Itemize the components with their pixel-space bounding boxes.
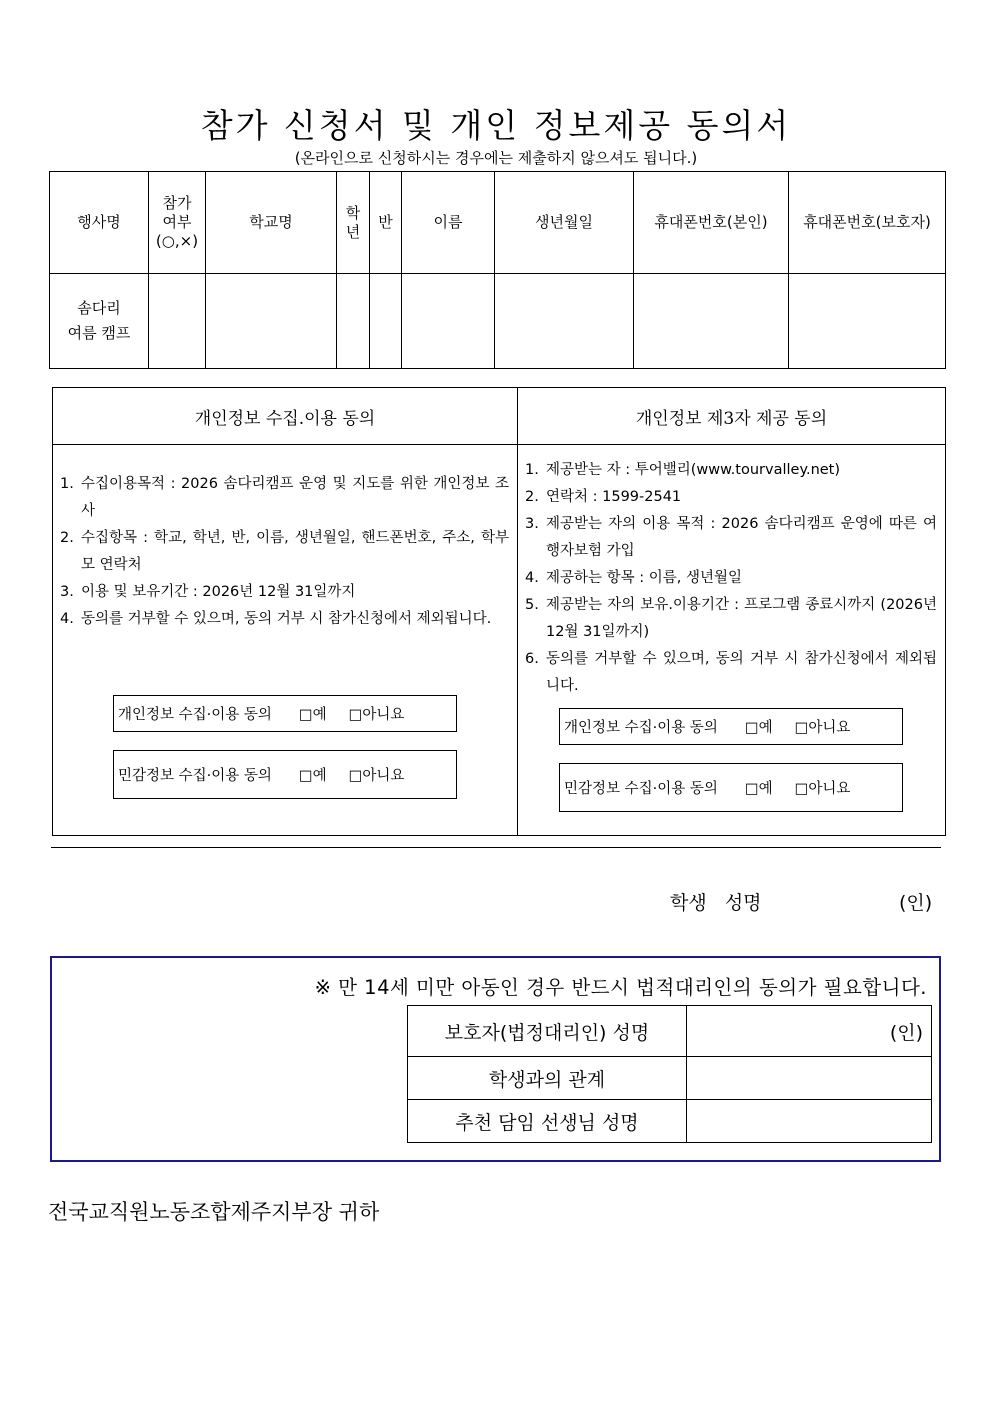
checkbox-no[interactable]: □아니요 — [348, 707, 405, 723]
consent-left-title: 개인정보 수집.이용 동의 — [53, 388, 518, 445]
checkbox-no[interactable]: □아니요 — [794, 720, 851, 736]
cell-participation[interactable] — [149, 274, 206, 369]
document-subtitle: (온라인으로 신청하시는 경우에는 제출하지 않으셔도 됩니다.) — [294, 149, 698, 167]
list-item: 3. 이용 및 보유기간 : 2026년 12월 31일까지 — [60, 584, 356, 600]
relationship-label: 학생과의 관계 — [408, 1057, 687, 1100]
cell-birthdate[interactable] — [495, 274, 634, 369]
student-signature-label: 학생 성명 — [670, 892, 762, 914]
application-table — [49, 171, 946, 369]
consent-left-box-personal: 개인정보 수집·이용 동의 □예 □아니요 — [113, 695, 457, 732]
consent-table — [52, 387, 946, 836]
header-phone-guardian: 휴대폰번호(보호자) — [789, 172, 946, 274]
header-grade: 학 년 — [337, 172, 370, 274]
document-title: 참가 신청서 및 개인 정보제공 동의서 — [200, 106, 792, 145]
guardian-name-label: 보호자(법정대리인) 성명 — [408, 1006, 687, 1057]
consent-left-box-sensitive: 민감정보 수집·이용 동의 □예 □아니요 — [113, 750, 457, 799]
list-item: 3. 제공받는 자의 이용 목적 : 2026 솜다리캠프 운영에 따른 여행자보험 가입 — [525, 516, 937, 559]
checkbox-yes[interactable]: □예 — [744, 781, 773, 797]
cell-school[interactable] — [206, 274, 337, 369]
addressee: 전국교직원노동조합제주지부장 귀하 — [48, 1200, 380, 1224]
checkbox-yes[interactable]: □예 — [298, 768, 327, 784]
list-item: 4. 제공하는 항목 : 이름, 생년월일 — [525, 570, 743, 586]
teacher-name-label: 추천 담임 선생님 성명 — [408, 1100, 687, 1143]
header-name: 이름 — [402, 172, 495, 274]
checkbox-no[interactable]: □아니요 — [348, 768, 405, 784]
table-row — [408, 1100, 932, 1143]
list-item: 5. 제공받는 자의 보유.이용기간 : 프로그램 종료시까지 (2026년 12월 31일까지) — [525, 597, 937, 640]
checkbox-no[interactable]: □아니요 — [794, 781, 851, 797]
header-birthdate: 생년월일 — [495, 172, 634, 274]
list-item: 1. 수집이용목적 : 2026 솜다리캠프 운영 및 지도를 위한 개인정보 조사 — [60, 476, 509, 519]
table-header-row — [50, 172, 946, 274]
list-item: 6. 동의를 거부할 수 있으며, 동의 거부 시 참가신청에서 제외됩니다. — [525, 651, 937, 694]
checkbox-yes[interactable]: □예 — [298, 707, 327, 723]
header-phone-self: 휴대폰번호(본인) — [634, 172, 789, 274]
checkbox-yes[interactable]: □예 — [744, 720, 773, 736]
header-event: 행사명 — [50, 172, 149, 274]
table-row — [408, 1057, 932, 1100]
consent-right-title: 개인정보 제3자 제공 동의 — [518, 388, 946, 445]
cell-event: 솜다리 여름 캠프 — [50, 274, 149, 369]
cell-phone-self[interactable] — [634, 274, 789, 369]
divider — [51, 847, 941, 848]
list-item: 4. 동의를 거부할 수 있으며, 동의 거부 시 참가신청에서 제외됩니다. — [60, 611, 492, 627]
consent-left-list — [60, 471, 509, 633]
guardian-consent-frame — [50, 956, 941, 1162]
header-school: 학교명 — [206, 172, 337, 274]
consent-left-body — [53, 445, 518, 836]
table-row — [408, 1006, 932, 1057]
header-participation: 참가 여부 (○,×) — [149, 172, 206, 274]
list-item: 2. 연락처 : 1599-2541 — [525, 489, 682, 505]
list-item: 1. 제공받는 자 : 투어밸리(www.tourvalley.net) — [525, 462, 841, 478]
cell-name[interactable] — [402, 274, 495, 369]
guardian-table — [407, 1005, 932, 1143]
relationship-field[interactable] — [687, 1057, 932, 1100]
consent-right-box-personal: 개인정보 수집·이용 동의 □예 □아니요 — [559, 708, 903, 745]
cell-grade[interactable] — [337, 274, 370, 369]
consent-right-body — [518, 445, 946, 836]
cell-phone-guardian[interactable] — [789, 274, 946, 369]
guardian-note: ※ 만 14세 미만 아동인 경우 반드시 법적대리인의 동의가 필요합니다. — [314, 976, 927, 999]
student-seal: (인) — [899, 892, 933, 914]
guardian-name-field[interactable]: (인) — [687, 1006, 932, 1057]
header-class: 반 — [370, 172, 402, 274]
consent-right-box-sensitive: 민감정보 수집·이용 동의 □예 □아니요 — [559, 763, 903, 812]
cell-class[interactable] — [370, 274, 402, 369]
consent-right-list — [525, 457, 937, 700]
teacher-name-field[interactable] — [687, 1100, 932, 1143]
list-item: 2. 수집항목 : 학교, 학년, 반, 이름, 생년월일, 핸드폰번호, 주소, 학부모 연락처 — [60, 530, 509, 573]
table-row — [50, 274, 946, 369]
